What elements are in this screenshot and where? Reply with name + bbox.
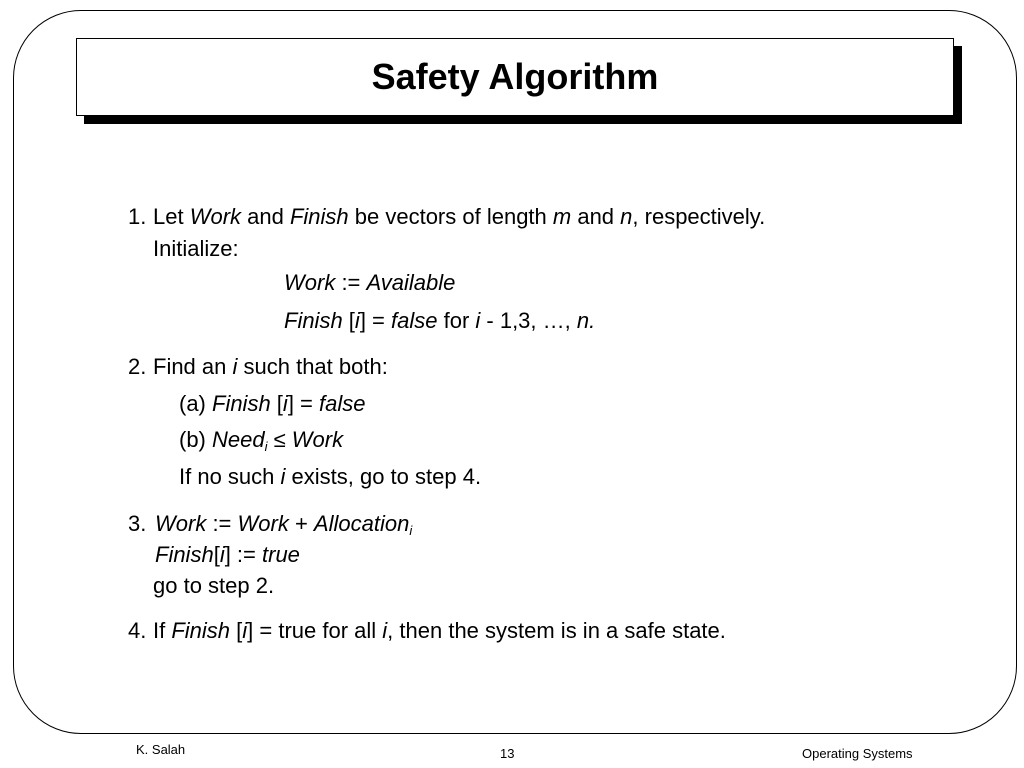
text-i: i xyxy=(382,618,388,643)
text-go-to-step-4: exists, go to step 4. xyxy=(285,464,482,489)
footer-page-number: 13 xyxy=(500,746,515,761)
step-1-number: 1. xyxy=(128,204,147,229)
text-i: i xyxy=(242,618,248,643)
text-bracket-open: [ xyxy=(213,542,220,567)
text-i: i xyxy=(282,391,288,416)
step-1-line-1 xyxy=(153,206,765,228)
text-finish: Finish xyxy=(171,618,231,643)
text-find-an: Find an xyxy=(153,354,233,379)
step-2-condition-a xyxy=(179,393,365,415)
text-finish: Finish xyxy=(212,391,271,416)
footer-course: Operating Systems xyxy=(802,746,913,761)
text-vectors: be vectors of length xyxy=(348,204,553,229)
text-need: Need xyxy=(212,427,265,452)
text-subscript-i: i xyxy=(409,523,413,538)
text-false: false xyxy=(391,308,438,333)
text-and: and xyxy=(241,204,290,229)
text-a-label: (a) xyxy=(179,391,212,416)
step-2-line-1 xyxy=(153,356,388,378)
text-subscript-i: i xyxy=(264,439,268,454)
step-4-number: 4. xyxy=(128,618,147,643)
step-2-no-such xyxy=(179,466,481,488)
text-bracket-open: [ xyxy=(270,391,283,416)
text-finish: Finish xyxy=(284,308,343,333)
step-3-number: 3. xyxy=(128,511,147,536)
text-finish: Finish xyxy=(289,204,349,229)
text-and-2: and xyxy=(571,204,621,229)
text-such-that: such that both: xyxy=(237,354,388,379)
text-work: Work xyxy=(291,427,344,452)
text-work: Work xyxy=(155,511,207,536)
text-bracket-assign: ] := xyxy=(224,542,262,567)
text-plus: + xyxy=(288,511,314,536)
text-true-for-all: ] = true for all xyxy=(247,618,383,643)
step-3-line-2 xyxy=(155,544,300,566)
text-for: for xyxy=(437,308,476,333)
text-m: m xyxy=(552,204,572,229)
text-false: false xyxy=(319,391,366,416)
text-work: Work xyxy=(189,204,242,229)
text-available: Available xyxy=(366,270,456,295)
step-3-line-1 xyxy=(155,513,412,537)
text-b-label: (b) xyxy=(179,427,212,452)
text-i: i xyxy=(219,542,225,567)
step-1-line-3 xyxy=(284,272,455,294)
text-safe-state: , then the system is in a safe state. xyxy=(387,618,726,643)
text-n: n xyxy=(620,204,633,229)
footer-author: K. Salah xyxy=(136,742,186,757)
text-assign: := xyxy=(335,270,367,295)
step-1-line-4 xyxy=(284,310,595,332)
step-3-line-3: go to step 2. xyxy=(153,573,275,598)
slide-title: Safety Algorithm xyxy=(371,56,659,97)
step-2-number: 2. xyxy=(128,354,147,379)
text-if-no-such: If no such xyxy=(179,464,281,489)
step-4-line-1 xyxy=(153,620,726,642)
text-bracket-equals: ] = xyxy=(359,308,391,333)
text-true: true xyxy=(262,542,300,567)
text-finish: Finish xyxy=(155,542,214,567)
text-bracket-open: [ xyxy=(230,618,243,643)
text-work: Work xyxy=(284,270,336,295)
text-n: n. xyxy=(576,308,596,333)
text-let: Let xyxy=(153,204,190,229)
step-2-condition-b xyxy=(179,429,343,453)
text-i: i xyxy=(354,308,360,333)
step-1-line-2: Initialize: xyxy=(153,236,239,261)
text-bracket-equals: ] = xyxy=(287,391,319,416)
text-bracket-open: [ xyxy=(342,308,355,333)
text-if: If xyxy=(153,618,172,643)
text-respectively: , respectively. xyxy=(632,204,766,229)
text-i: i xyxy=(475,308,481,333)
text-leq: ≤ xyxy=(267,427,292,452)
text-work: Work xyxy=(237,511,289,536)
text-i: i xyxy=(232,354,238,379)
text-allocation: Allocation xyxy=(313,511,410,536)
text-i: i xyxy=(280,464,286,489)
text-range: - 1,3, …, xyxy=(480,308,577,333)
text-assign: := xyxy=(206,511,238,536)
